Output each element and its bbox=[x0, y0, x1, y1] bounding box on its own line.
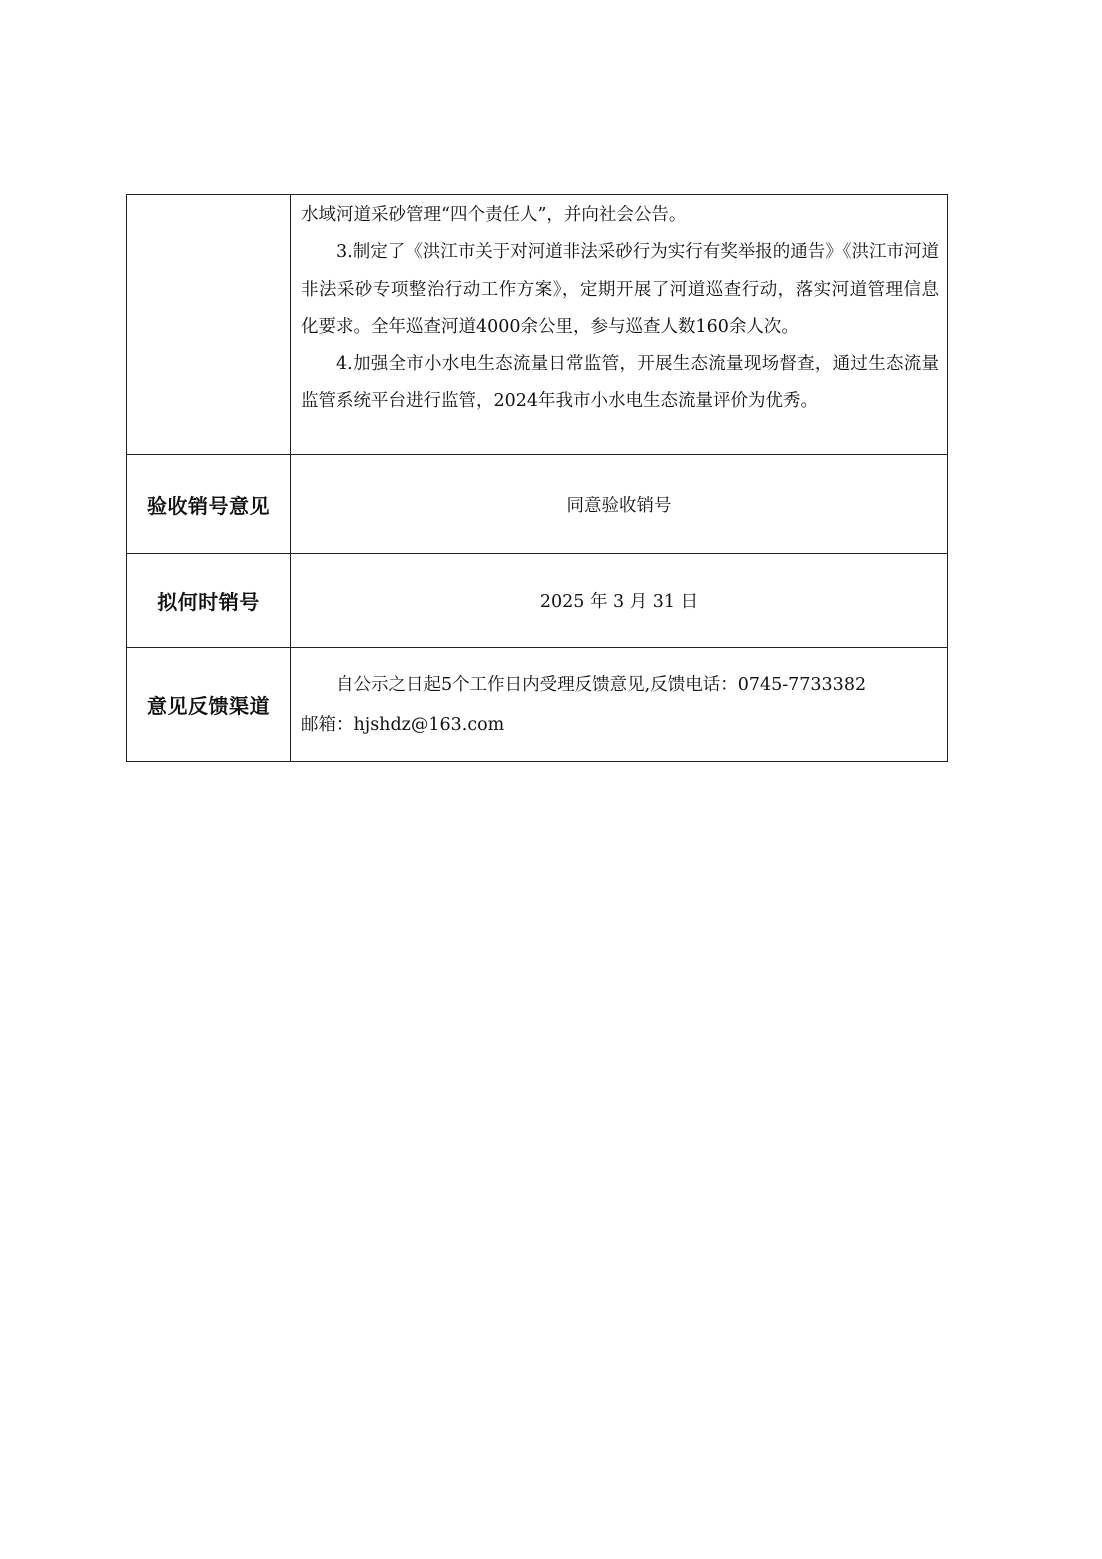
feedback-channel-content bbox=[291, 648, 948, 762]
measures-paragraph: 3.制定了《洪江市关于对河道非法采砂行为实行有奖举报的通告》《洪江市河道非法采砂专项整治行动工作方案》，定期开展了河道巡查行动，落实河道管理信息化要求。全年巡查河道4000余公里，参与巡查人数160余人次。 bbox=[301, 242, 939, 337]
table-row-measures bbox=[127, 195, 948, 455]
cancel-date-label: 拟何时销号 bbox=[127, 554, 291, 648]
feedback-phone-line: 自公示之日起5个工作日内受理反馈意见,反馈电话：0745-7733382 bbox=[336, 674, 867, 695]
acceptance-opinion-label: 验收销号意见 bbox=[127, 455, 291, 554]
acceptance-table bbox=[126, 194, 948, 762]
feedback-channel-label: 意见反馈渠道 bbox=[127, 648, 291, 762]
table-row-acceptance-opinion bbox=[127, 455, 948, 554]
feedback-text bbox=[291, 665, 947, 745]
table-row-feedback-channel bbox=[127, 648, 948, 762]
cancel-date-value: 2025 年 3 月 31 日 bbox=[291, 554, 948, 648]
measures-label-cell bbox=[127, 195, 291, 455]
acceptance-opinion-value: 同意验收销号 bbox=[291, 455, 948, 554]
feedback-email-line: 邮箱：hjshdz@163.com bbox=[301, 714, 505, 735]
measures-paragraph: 水域河道采砂管理“四个责任人”，并向社会公告。 bbox=[301, 205, 687, 225]
measures-paragraph: 4.加强全市小水电生态流量日常监管，开展生态流量现场督查，通过生态流量监管系统平台进行监管，2024年我市小水电生态流量评价为优秀。 bbox=[301, 354, 939, 412]
measures-content bbox=[291, 195, 947, 421]
measures-content-cell bbox=[291, 195, 948, 455]
table-row-cancel-date bbox=[127, 554, 948, 648]
